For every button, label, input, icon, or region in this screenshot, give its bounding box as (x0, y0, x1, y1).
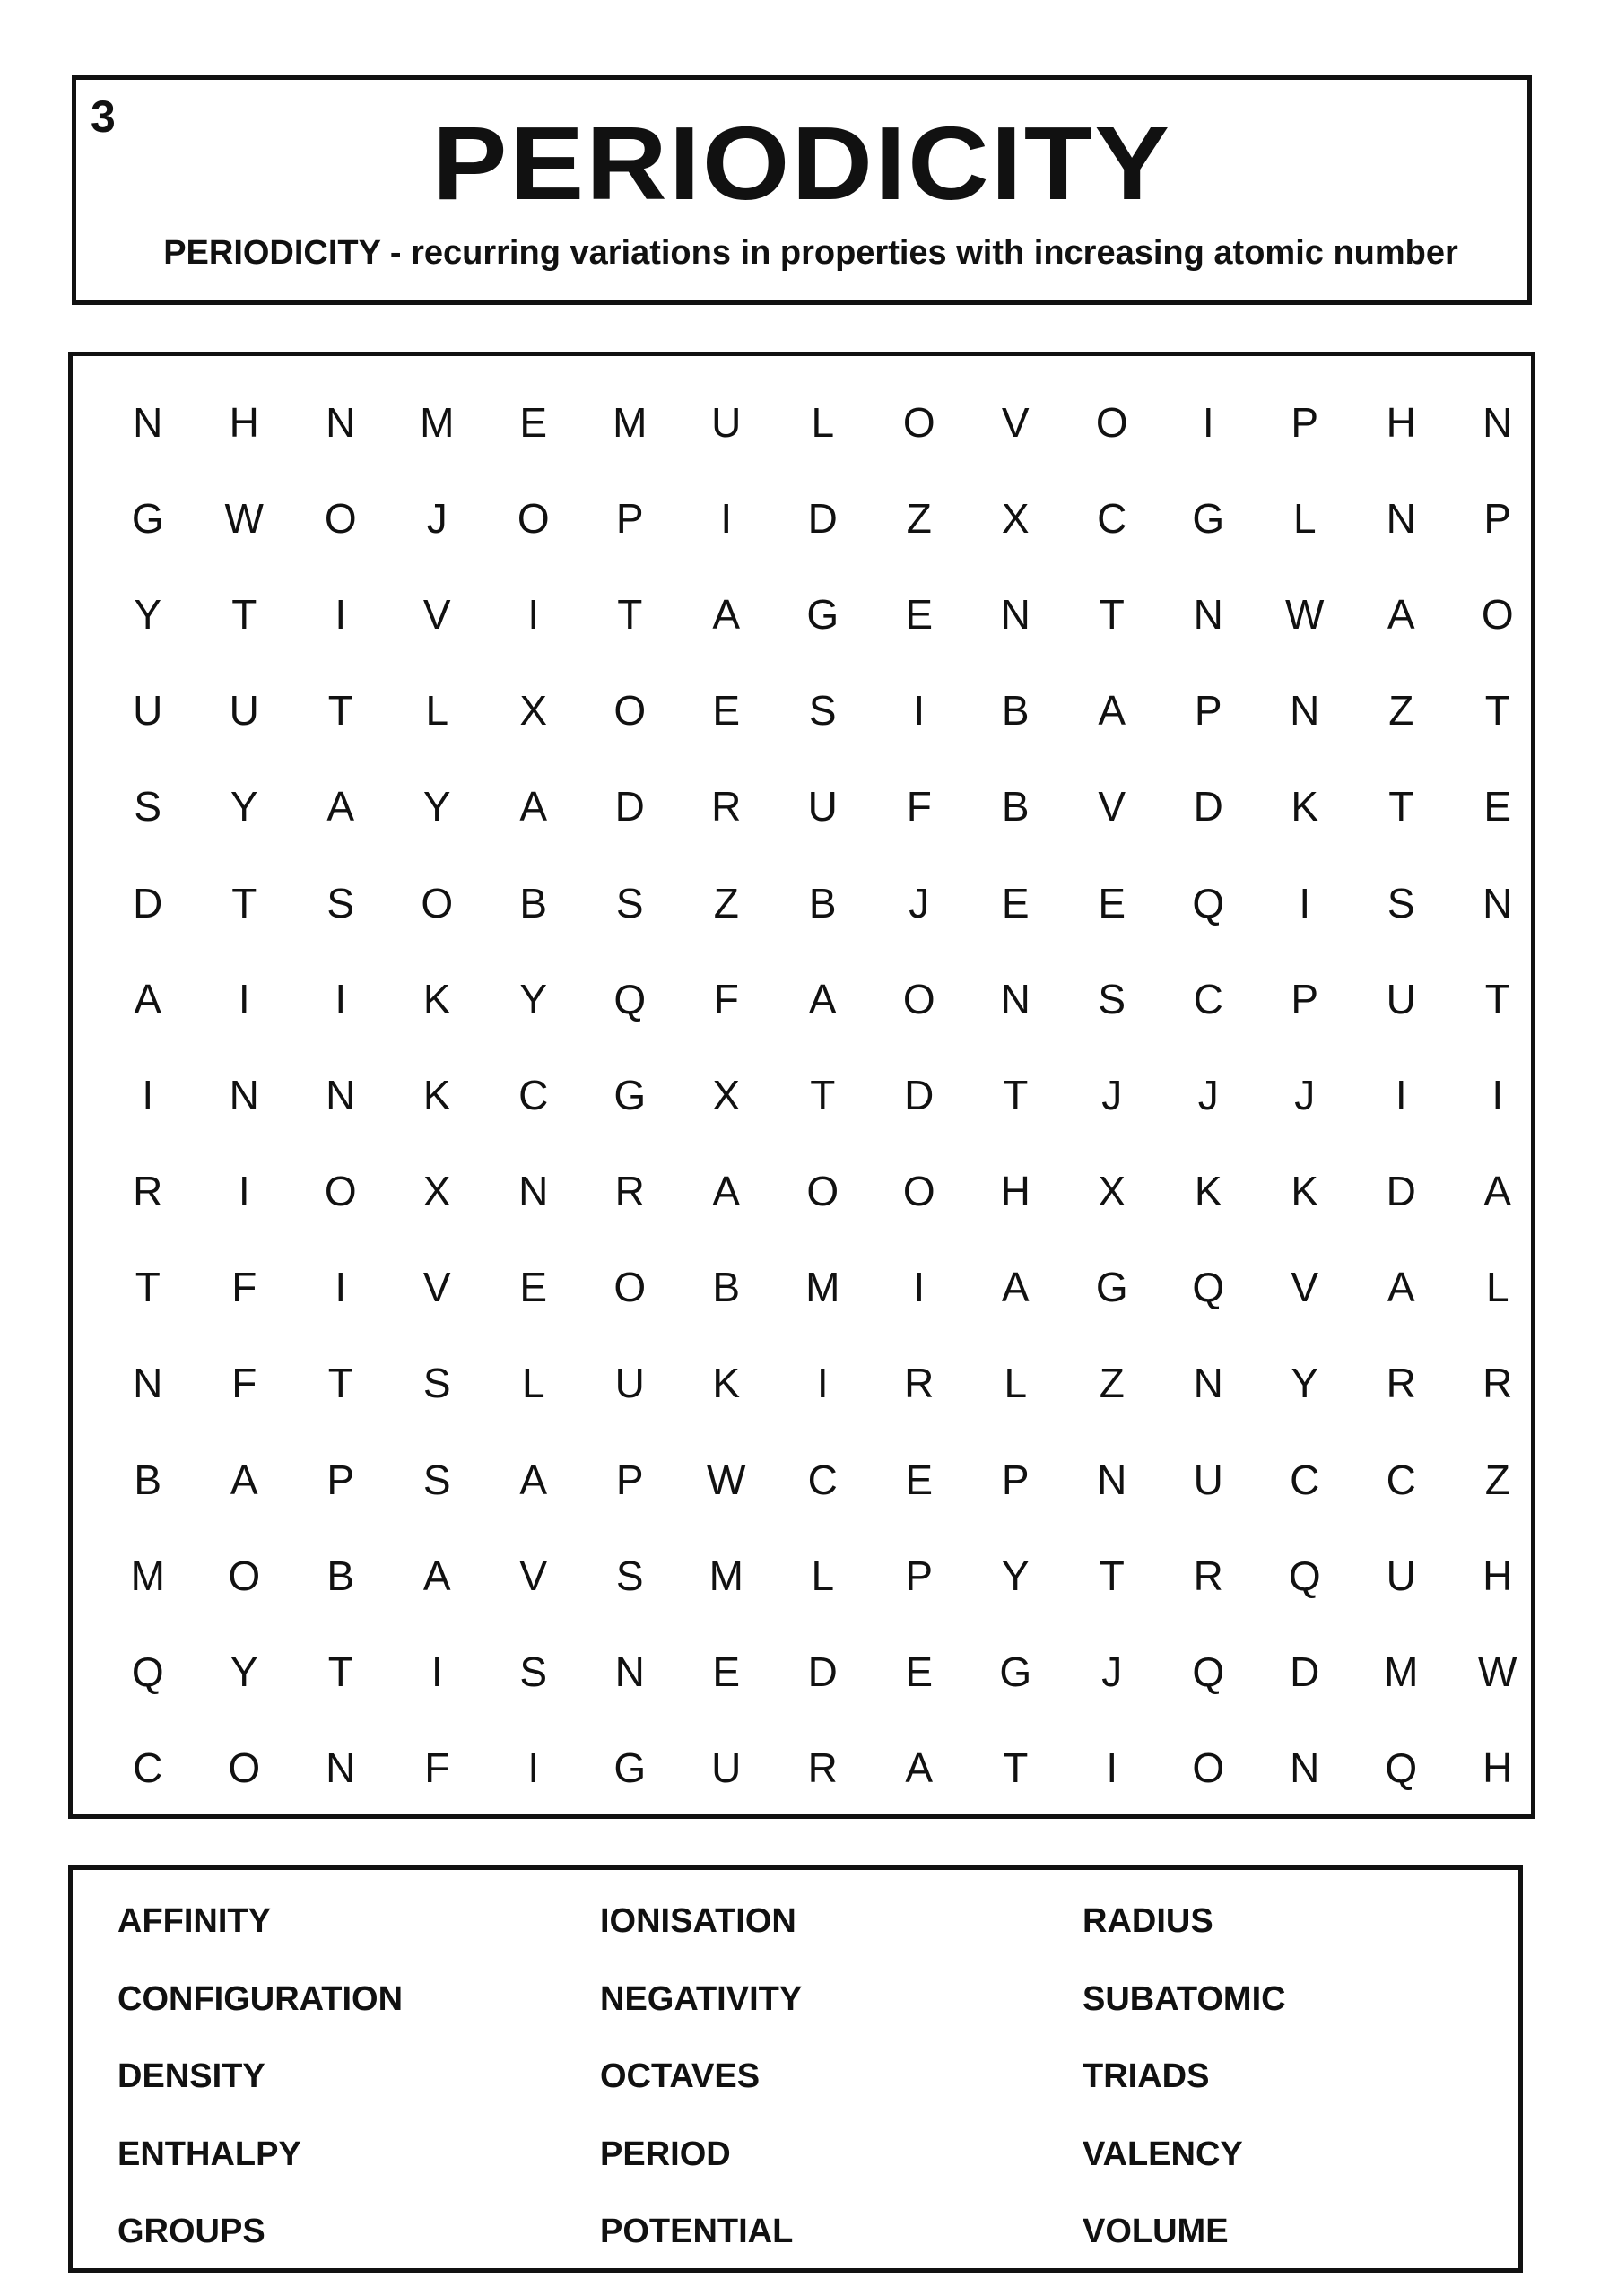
grid-letter: D (1290, 1648, 1320, 1696)
grid-letter: H (1000, 1168, 1030, 1215)
grid-letter: B (326, 1552, 355, 1599)
grid-letter: P (905, 1552, 934, 1599)
word-search-grid (100, 374, 1546, 1816)
grid-letter: I (238, 975, 250, 1022)
grid-letter: P (615, 494, 644, 542)
grid-letter: B (712, 1264, 741, 1311)
grid-letter: W (1478, 1648, 1517, 1696)
grid-letter: S (326, 879, 355, 926)
word-list-item: IONISATION (600, 1902, 796, 1940)
grid-letter: N (1290, 687, 1320, 735)
grid-letter: J (1197, 1071, 1219, 1118)
grid-letter: N (326, 398, 356, 446)
grid-letter: P (1001, 1456, 1030, 1503)
grid-letter: A (905, 1744, 934, 1792)
grid-letter: I (238, 1168, 250, 1215)
grid-letter: G (999, 1648, 1032, 1696)
grid-letter: P (615, 1456, 644, 1503)
grid-letter: D (614, 783, 645, 831)
grid-letter: E (519, 1264, 548, 1311)
grid-letter: I (527, 1744, 540, 1792)
grid-letter: U (807, 783, 838, 831)
grid-letter: Y (422, 783, 451, 831)
grid-letter: N (1386, 494, 1416, 542)
grid-letter: X (1098, 1168, 1126, 1215)
grid-letter: X (519, 687, 548, 735)
word-list-box (68, 1866, 1523, 2273)
grid-letter: I (1202, 398, 1214, 446)
grid-letter: T (1003, 1071, 1029, 1118)
grid-letter: N (614, 1648, 645, 1696)
grid-letter: R (1386, 1360, 1416, 1407)
grid-letter: U (229, 687, 259, 735)
grid-letter: L (811, 1552, 835, 1599)
grid-letter: U (133, 687, 163, 735)
grid-letter: C (807, 1456, 838, 1503)
grid-letter: X (1001, 494, 1030, 542)
grid-letter: Z (1484, 1456, 1510, 1503)
grid-letter: A (1387, 1264, 1415, 1311)
grid-letter: E (905, 1456, 934, 1503)
grid-letter: N (326, 1744, 356, 1792)
grid-letter: Y (1001, 1552, 1030, 1599)
grid-letter: Y (230, 1648, 258, 1696)
grid-letter: Y (134, 590, 162, 638)
grid-letter: A (1483, 1168, 1512, 1215)
grid-letter: E (1483, 783, 1512, 831)
grid-letter: X (712, 1071, 741, 1118)
grid-letter: T (231, 879, 257, 926)
grid-letter: I (430, 1648, 443, 1696)
grid-letter: D (807, 494, 838, 542)
grid-letter: J (426, 494, 448, 542)
grid-letter: R (711, 783, 742, 831)
word-list-item: PERIOD (600, 2135, 731, 2173)
grid-letter: V (1001, 398, 1030, 446)
grid-letter: N (518, 1168, 549, 1215)
grid-letter: A (808, 975, 837, 1022)
grid-letter: G (131, 494, 164, 542)
grid-letter: O (228, 1552, 261, 1599)
grid-letter: I (335, 975, 347, 1022)
grid-letter: A (519, 783, 548, 831)
grid-letter: W (707, 1456, 746, 1503)
header-box (72, 75, 1532, 305)
grid-letter: O (613, 1264, 647, 1311)
grid-letter: K (422, 1071, 451, 1118)
grid-letter: O (806, 1168, 839, 1215)
grid-letter: R (807, 1744, 838, 1792)
grid-letter: I (720, 494, 733, 542)
grid-letter: M (130, 1552, 165, 1599)
grid-letter: U (1193, 1456, 1223, 1503)
grid-letter: T (1388, 783, 1414, 831)
grid-letter: C (1290, 1456, 1320, 1503)
page-subtitle: PERIODICITY - recurring variations in properties with increasing atomic number (163, 234, 1458, 272)
word-list-item: RADIUS (1083, 1902, 1213, 1940)
grid-letter: E (712, 1648, 741, 1696)
grid-letter: N (133, 1360, 163, 1407)
word-list-item: OCTAVES (600, 2057, 761, 2095)
grid-letter: T (617, 590, 643, 638)
page-title: PERIODICITY (431, 105, 1172, 222)
grid-letter: N (1000, 590, 1030, 638)
grid-letter: O (421, 879, 454, 926)
grid-letter: B (1001, 687, 1030, 735)
grid-letter: M (709, 1552, 743, 1599)
grid-letter: S (422, 1456, 451, 1503)
grid-letter: T (231, 590, 257, 638)
grid-letter: S (1387, 879, 1415, 926)
grid-letter: F (231, 1264, 257, 1311)
word-list-item: CONFIGURATION (117, 1979, 404, 2018)
word-list (117, 1904, 1531, 2292)
grid-letter: X (422, 1168, 451, 1215)
grid-letter: R (133, 1168, 163, 1215)
grid-letter: J (1101, 1071, 1123, 1118)
grid-letter: F (906, 783, 932, 831)
word-list-item: TRIADS (1083, 2057, 1210, 2095)
grid-letter: L (425, 687, 449, 735)
grid-letter: Z (1388, 687, 1414, 735)
grid-letter: L (521, 1360, 545, 1407)
grid-letter: A (1387, 590, 1415, 638)
grid-letter: N (1193, 1360, 1223, 1407)
grid-letter: T (1484, 687, 1510, 735)
grid-letter: M (613, 398, 648, 446)
grid-letter: T (1003, 1744, 1029, 1792)
grid-letter: K (422, 975, 451, 1022)
grid-letter: S (615, 879, 644, 926)
grid-letter: Z (906, 494, 932, 542)
grid-letter: M (1384, 1648, 1419, 1696)
grid-letter: S (134, 783, 162, 831)
grid-letter: Q (1192, 1264, 1225, 1311)
grid-letter: R (614, 1168, 645, 1215)
grid-letter: A (1001, 1264, 1030, 1311)
grid-letter: Q (131, 1648, 164, 1696)
grid-letter: L (1292, 494, 1317, 542)
word-list-item: VOLUME (1083, 2213, 1229, 2250)
grid-letter: G (806, 590, 839, 638)
grid-letter: T (327, 687, 353, 735)
grid-letter: F (231, 1360, 257, 1407)
grid-letter: H (1483, 1552, 1513, 1599)
grid-letter: N (1097, 1456, 1127, 1503)
grid-letter: H (229, 398, 259, 446)
grid-letter: O (324, 1168, 357, 1215)
grid-letter: A (326, 783, 355, 831)
grid-letter: B (808, 879, 837, 926)
grid-letter: E (1001, 879, 1030, 926)
grid-letter: E (1098, 879, 1126, 926)
grid-letter: A (519, 1456, 548, 1503)
grid-letter: I (1299, 879, 1311, 926)
page-number: 3 (91, 91, 116, 142)
grid-letter: A (230, 1456, 258, 1503)
grid-letter: A (422, 1552, 451, 1599)
grid-letter: N (1483, 879, 1513, 926)
word-list-item: VALENCY (1083, 2135, 1243, 2173)
grid-letter: I (1106, 1744, 1118, 1792)
grid-letter: J (1294, 1071, 1316, 1118)
grid-letter: E (712, 687, 741, 735)
grid-letter: I (1395, 1071, 1407, 1118)
grid-letter: O (228, 1744, 261, 1792)
word-search-grid-box (68, 352, 1535, 1819)
grid-letter: Y (1291, 1360, 1319, 1407)
grid-letter: D (1193, 783, 1223, 831)
grid-letter: Q (613, 975, 647, 1022)
grid-letter: B (134, 1456, 162, 1503)
grid-letter: O (613, 687, 647, 735)
grid-letter: O (517, 494, 550, 542)
grid-letter: G (613, 1071, 647, 1118)
grid-letter: V (1098, 783, 1126, 831)
grid-letter: D (1386, 1168, 1416, 1215)
grid-letter: S (422, 1360, 451, 1407)
grid-letter: T (810, 1071, 836, 1118)
grid-letter: D (807, 1648, 838, 1696)
grid-letter: M (420, 398, 455, 446)
grid-letter: A (1098, 687, 1126, 735)
grid-letter: Y (519, 975, 548, 1022)
grid-letter: K (1291, 1168, 1319, 1215)
grid-letter: O (1192, 1744, 1225, 1792)
grid-letter: O (902, 398, 935, 446)
grid-letter: I (816, 1360, 829, 1407)
grid-letter: S (519, 1648, 548, 1696)
grid-letter: A (712, 1168, 741, 1215)
grid-letter: H (1483, 1744, 1513, 1792)
grid-letter: J (909, 879, 930, 926)
grid-letter: I (913, 1264, 926, 1311)
grid-letter: H (1386, 398, 1416, 446)
grid-letter: U (711, 1744, 742, 1792)
grid-letter: N (1193, 590, 1223, 638)
grid-letter: K (1291, 783, 1319, 831)
grid-letter: Q (1192, 879, 1225, 926)
grid-letter: T (1099, 590, 1125, 638)
grid-letter: U (711, 398, 742, 446)
grid-letter: N (133, 398, 163, 446)
word-list-item: POTENTIAL (600, 2213, 794, 2250)
grid-letter: Q (1192, 1648, 1225, 1696)
grid-letter: S (615, 1552, 644, 1599)
grid-letter: Q (1288, 1552, 1321, 1599)
grid-letter: C (1386, 1456, 1416, 1503)
grid-letter: P (1291, 398, 1319, 446)
grid-letter: U (1386, 975, 1416, 1022)
grid-letter: O (1481, 590, 1514, 638)
grid-letter: P (1483, 494, 1512, 542)
grid-letter: U (1386, 1552, 1416, 1599)
grid-letter: I (527, 590, 540, 638)
grid-letter: N (229, 1071, 259, 1118)
grid-letter: U (614, 1360, 645, 1407)
grid-letter: C (1097, 494, 1127, 542)
grid-letter: T (135, 1264, 161, 1311)
grid-letter: E (905, 590, 934, 638)
grid-letter: R (1193, 1552, 1223, 1599)
grid-letter: D (904, 1071, 935, 1118)
grid-letter: I (335, 1264, 347, 1311)
grid-letter: I (142, 1071, 154, 1118)
grid-letter: E (519, 398, 548, 446)
grid-letter: F (424, 1744, 450, 1792)
grid-letter: O (324, 494, 357, 542)
word-list-item: ENTHALPY (117, 2135, 301, 2173)
grid-letter: G (1192, 494, 1225, 542)
grid-letter: F (713, 975, 739, 1022)
word-list-item: GROUPS (117, 2213, 265, 2250)
grid-letter: M (805, 1264, 840, 1311)
word-list-item: SUBATOMIC (1083, 1979, 1286, 2018)
grid-letter: J (1101, 1648, 1123, 1696)
grid-letter: R (1483, 1360, 1513, 1407)
grid-letter: I (335, 590, 347, 638)
grid-letter: T (1484, 975, 1510, 1022)
grid-letter: L (1004, 1360, 1028, 1407)
grid-letter: L (811, 398, 835, 446)
grid-letter: G (613, 1744, 647, 1792)
grid-letter: T (327, 1360, 353, 1407)
grid-letter: B (519, 879, 548, 926)
grid-letter: G (1095, 1264, 1128, 1311)
grid-letter: R (904, 1360, 935, 1407)
grid-letter: O (902, 975, 935, 1022)
grid-letter: P (1291, 975, 1319, 1022)
grid-letter: Q (1385, 1744, 1418, 1792)
word-list-item: DENSITY (117, 2057, 265, 2095)
grid-letter: P (326, 1456, 355, 1503)
grid-letter: A (134, 975, 162, 1022)
grid-letter: C (518, 1071, 549, 1118)
grid-letter: Z (713, 879, 739, 926)
grid-letter: W (1285, 590, 1325, 638)
grid-letter: O (902, 1168, 935, 1215)
grid-letter: T (1099, 1552, 1125, 1599)
grid-letter: S (1098, 975, 1126, 1022)
grid-letter: V (422, 590, 451, 638)
grid-letter: N (1290, 1744, 1320, 1792)
grid-letter: C (1193, 975, 1223, 1022)
grid-letter: B (1001, 783, 1030, 831)
word-list-item: NEGATIVITY (600, 1979, 803, 2018)
grid-letter: P (1194, 687, 1222, 735)
grid-letter: L (1485, 1264, 1509, 1311)
grid-letter: V (519, 1552, 548, 1599)
grid-letter: K (1194, 1168, 1222, 1215)
grid-letter: A (712, 590, 741, 638)
grid-letter: N (326, 1071, 356, 1118)
grid-letter: I (1491, 1071, 1504, 1118)
grid-letter: V (422, 1264, 451, 1311)
grid-letter: W (224, 494, 264, 542)
grid-letter: I (913, 687, 926, 735)
grid-letter: E (905, 1648, 934, 1696)
grid-letter: T (327, 1648, 353, 1696)
grid-letter: N (1483, 398, 1513, 446)
grid-letter: V (1291, 1264, 1319, 1311)
grid-letter: C (133, 1744, 163, 1792)
grid-letter: S (808, 687, 837, 735)
grid-letter: D (133, 879, 163, 926)
grid-letter: K (712, 1360, 741, 1407)
grid-letter: N (1000, 975, 1030, 1022)
word-list-item: AFFINITY (117, 1902, 271, 1940)
grid-letter: O (1095, 398, 1128, 446)
grid-letter: Z (1099, 1360, 1125, 1407)
grid-letter: Y (230, 783, 258, 831)
